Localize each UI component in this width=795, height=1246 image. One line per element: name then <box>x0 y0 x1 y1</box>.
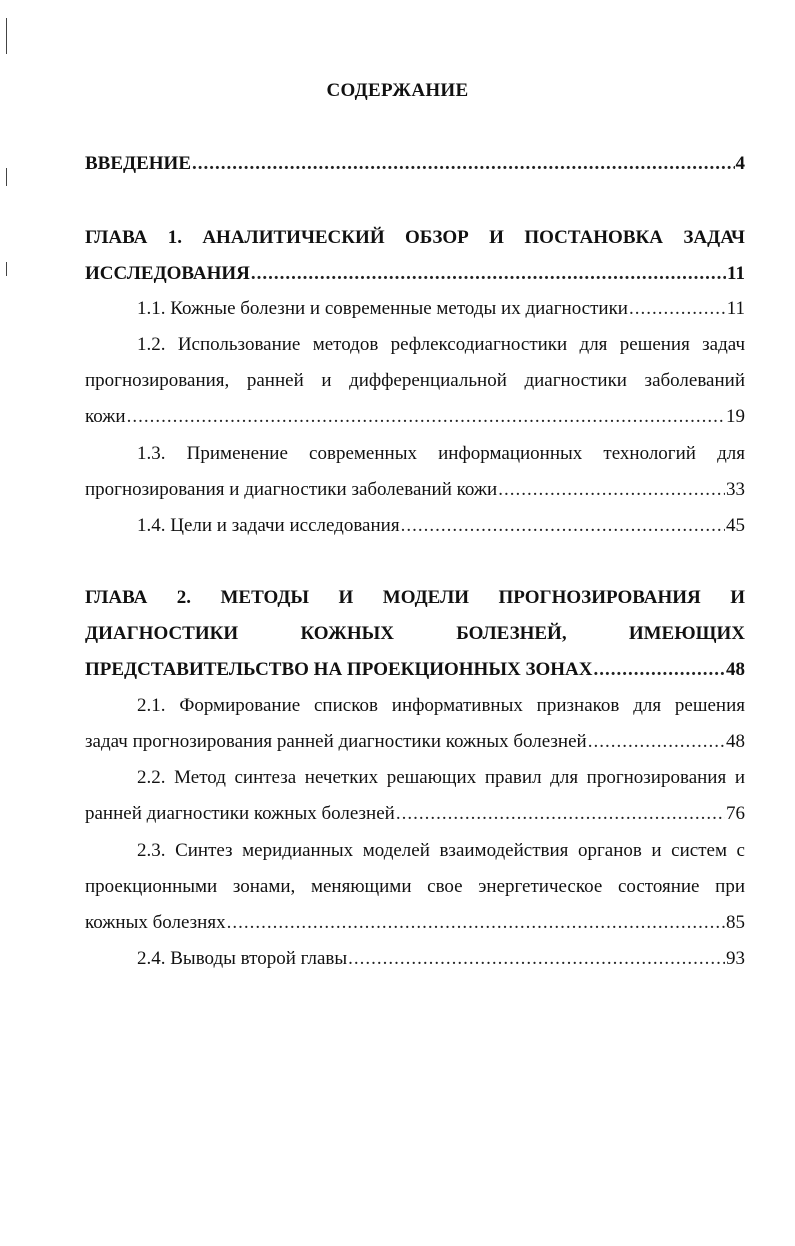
toc-dot-leader <box>127 399 725 435</box>
toc-page-number: 4 <box>735 153 745 174</box>
scan-edge-mark <box>6 262 7 276</box>
toc-page-number: 11 <box>727 263 745 284</box>
toc-dot-leader <box>588 724 725 760</box>
toc-label: 2.4. Выводы второй главы <box>137 948 348 969</box>
toc-dot-leader <box>396 796 725 832</box>
toc-label-line: задач прогнозирования ранней диагностики кожных болезней <box>85 731 587 752</box>
toc-dot-leader <box>498 472 725 508</box>
toc-page-number: 33 <box>726 479 745 500</box>
toc-label-line: ДИАГНОСТИКИ КОЖНЫХ БОЛЕЗНЕЙ, ИМЕЮЩИХ <box>85 623 745 644</box>
toc-dot-leader <box>227 905 725 941</box>
toc-label: ВВЕДЕНИЕ <box>85 153 191 174</box>
toc-page-number: 93 <box>726 948 745 969</box>
toc-label-line: ПРЕДСТАВИТЕЛЬСТВО НА ПРОЕКЦИОННЫХ ЗОНАХ <box>85 659 593 680</box>
toc-label: 1.1. Кожные болезни и современные методы их диагностики <box>137 298 628 319</box>
toc-label-line: 2.1. Формирование списков информативных признаков для решения <box>137 695 745 716</box>
toc-entry-section-2-4 <box>85 941 745 977</box>
toc-label-line: проекционными зонами, меняющими свое энергетическое состояние при <box>85 876 745 897</box>
toc-entry-intro <box>85 146 745 182</box>
toc-label-line: 1.2. Использование методов рефлексодиагностики для решения задач <box>137 334 745 355</box>
scan-edge-mark <box>6 168 7 186</box>
toc-label-line: 2.2. Метод синтеза нечетких решающих правил для прогнозирования и <box>137 767 745 788</box>
toc-page-number: 11 <box>726 298 745 319</box>
toc-dot-leader <box>251 256 726 292</box>
toc-page-number: 76 <box>726 803 745 824</box>
toc-entry-section-1-4 <box>85 508 745 544</box>
toc-entry-section-2-1 <box>85 688 745 760</box>
toc-page-number: 19 <box>726 406 745 427</box>
toc-page-number: 85 <box>726 912 745 933</box>
toc-label-line: прогнозирования и диагностики заболеваний кожи <box>85 479 498 500</box>
toc-dot-leader <box>348 941 725 977</box>
toc-label-line: ГЛАВА 1. АНАЛИТИЧЕСКИЙ ОБЗОР И ПОСТАНОВКА ЗАДАЧ <box>85 227 745 248</box>
toc-label-line: прогнозирования, ранней и дифференциальной диагностики заболеваний <box>85 370 745 391</box>
toc-page-number: 48 <box>726 659 745 680</box>
toc-label-line: кожных болезнях <box>85 912 226 933</box>
page-title: СОДЕРЖАНИЕ <box>326 80 469 101</box>
toc-dot-leader <box>629 291 726 327</box>
toc-dot-leader <box>594 652 726 688</box>
toc-label-line: ГЛАВА 2. МЕТОДЫ И МОДЕЛИ ПРОГНОЗИРОВАНИЯ И <box>85 587 745 608</box>
toc-label-line: кожи <box>85 406 126 427</box>
toc-page-number: 48 <box>726 731 745 752</box>
toc-dot-leader <box>192 146 735 182</box>
toc-entry-section-2-3 <box>85 833 745 941</box>
toc-entry-chapter-1 <box>85 220 745 292</box>
toc-page-number: 45 <box>726 515 745 536</box>
toc-label-line: ИССЛЕДОВАНИЯ <box>85 263 250 284</box>
toc-label-line: 1.3. Применение современных информационных технологий для <box>137 443 745 464</box>
toc-entry-chapter-2 <box>85 580 745 688</box>
toc-label-line: 2.3. Синтез меридианных моделей взаимодействия органов и систем с <box>137 840 745 861</box>
toc-entry-section-1-3 <box>85 436 745 508</box>
scan-edge-mark <box>6 18 7 54</box>
toc-entry-section-1-2 <box>85 327 745 435</box>
toc-entry-section-1-1 <box>85 291 745 327</box>
toc-label-line: ранней диагностики кожных болезней <box>85 803 395 824</box>
toc-label: 1.4. Цели и задачи исследования <box>137 515 400 536</box>
toc-dot-leader <box>401 508 725 544</box>
toc-entry-section-2-2 <box>85 760 745 832</box>
